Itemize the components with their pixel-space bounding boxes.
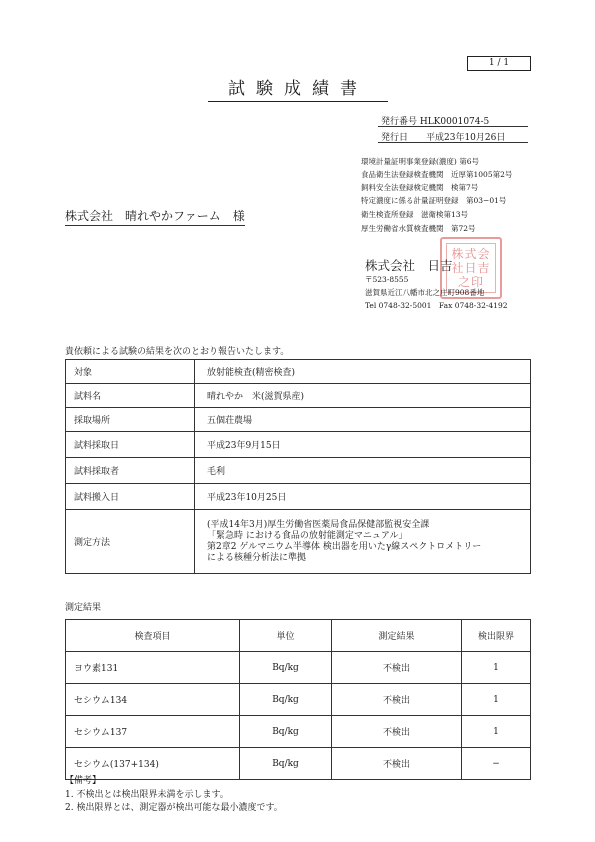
issuer-company: 株式会社 日吉 bbox=[365, 258, 453, 273]
table-row bbox=[66, 652, 531, 684]
issuer-postal: 〒523-8555 bbox=[365, 275, 409, 284]
note-line: 1. 不検出とは検出限界未満を示します。 bbox=[65, 790, 229, 800]
result-item: セシウム137 bbox=[66, 716, 240, 748]
info-key: 対象 bbox=[66, 360, 195, 384]
info-value: 晴れやか 米(滋賀県産) bbox=[195, 384, 531, 408]
method-line: (平成14年3月)厚生労働省医薬局食品保健部監視安全課 bbox=[207, 519, 430, 530]
method-description bbox=[195, 510, 531, 574]
info-value: 五個荘農場 bbox=[195, 408, 531, 432]
method-line: による核種分析法に準拠 bbox=[207, 552, 307, 563]
info-key: 試料名 bbox=[66, 384, 195, 408]
table-row bbox=[66, 716, 531, 748]
info-value: 毛利 bbox=[195, 458, 531, 484]
info-key: 測定方法 bbox=[66, 510, 195, 574]
registration-line: 飼料安全法登録検定機関 検第7号 bbox=[361, 183, 479, 192]
info-value: 平成23年9月15日 bbox=[195, 432, 531, 458]
registration-line: 厚生労働省水質検査機関 第72号 bbox=[361, 224, 476, 233]
result-value: 不検出 bbox=[332, 684, 462, 716]
registration-line: 衛生検査所登録 滋衛検第13号 bbox=[361, 210, 469, 219]
result-unit: Bq/kg bbox=[240, 748, 332, 780]
notes-title: 【備考】 bbox=[65, 776, 102, 786]
header-cell: 単位 bbox=[240, 620, 332, 652]
table-row bbox=[66, 510, 531, 574]
table-row bbox=[66, 458, 531, 484]
info-key: 採取場所 bbox=[66, 408, 195, 432]
table-row bbox=[66, 384, 531, 408]
result-item: セシウム(137+134) bbox=[66, 748, 240, 780]
result-value: 不検出 bbox=[332, 652, 462, 684]
result-unit: Bq/kg bbox=[240, 716, 332, 748]
header-cell: 検査項目 bbox=[66, 620, 240, 652]
info-value: 放射能検査(精密検査) bbox=[195, 360, 531, 384]
table-row bbox=[66, 408, 531, 432]
result-limit: − bbox=[462, 748, 531, 780]
results-heading: 測定結果 bbox=[65, 603, 102, 613]
registration-line: 特定濃度に係る計量証明登録 第03−01号 bbox=[361, 196, 507, 205]
result-item: セシウム134 bbox=[66, 684, 240, 716]
table-header-row bbox=[66, 620, 531, 652]
result-limit: 1 bbox=[462, 652, 531, 684]
header-cell: 検出限界 bbox=[462, 620, 531, 652]
result-limit: 1 bbox=[462, 684, 531, 716]
result-limit: 1 bbox=[462, 716, 531, 748]
table-row bbox=[66, 748, 531, 780]
registration-line: 環境計量証明事業登録(濃度) 第6号 bbox=[361, 157, 480, 166]
info-key: 試料搬入日 bbox=[66, 484, 195, 510]
issue-number: 発行番号 HLK0001074-5 bbox=[381, 117, 490, 127]
result-unit: Bq/kg bbox=[240, 652, 332, 684]
issuer-contact: Tel 0748-32-5001 Fax 0748-32-4192 bbox=[365, 301, 508, 310]
info-key: 試料採取日 bbox=[66, 432, 195, 458]
issue-date-underline bbox=[378, 142, 528, 143]
result-value: 不検出 bbox=[332, 716, 462, 748]
document-title: 試験成績書 bbox=[208, 74, 388, 102]
info-key: 試料採取者 bbox=[66, 458, 195, 484]
seal-text: 株式会社日吉之印 bbox=[451, 247, 491, 289]
recipient-name: 株式会社 晴れやかファーム 様 bbox=[65, 207, 245, 226]
page-number: 1 / 1 bbox=[467, 56, 531, 71]
table-row bbox=[66, 360, 531, 384]
result-item: ヨウ素131 bbox=[66, 652, 240, 684]
issue-date: 発行日 平成23年10月26日 bbox=[381, 133, 506, 143]
table-row bbox=[66, 484, 531, 510]
result-unit: Bq/kg bbox=[240, 684, 332, 716]
table-row bbox=[66, 432, 531, 458]
method-line: 第2章2 ゲルマニウム半導体 検出器を用いたγ線スペクトロメトリー bbox=[207, 541, 482, 552]
results-table bbox=[65, 619, 531, 780]
method-line: 「緊急時 における食品の放射能測定マニュアル」 bbox=[207, 530, 408, 541]
issuer-address: 滋賀県近江八幡市北之庄町908番地 bbox=[365, 288, 485, 297]
intro-text: 貴依頼による試験の結果を次のとおり報告いたします。 bbox=[65, 347, 290, 357]
seal-inner-border bbox=[446, 243, 496, 293]
header-cell: 測定結果 bbox=[332, 620, 462, 652]
note-line: 2. 検出限界とは、測定器が検出可能な最小濃度です。 bbox=[65, 803, 283, 813]
sample-info-table bbox=[65, 359, 531, 574]
issue-number-underline bbox=[378, 126, 528, 127]
info-value: 平成23年10月25日 bbox=[195, 484, 531, 510]
table-row bbox=[66, 684, 531, 716]
registration-line: 食品衛生法登録検査機関 近厚第1005第2号 bbox=[361, 170, 513, 179]
result-value: 不検出 bbox=[332, 748, 462, 780]
